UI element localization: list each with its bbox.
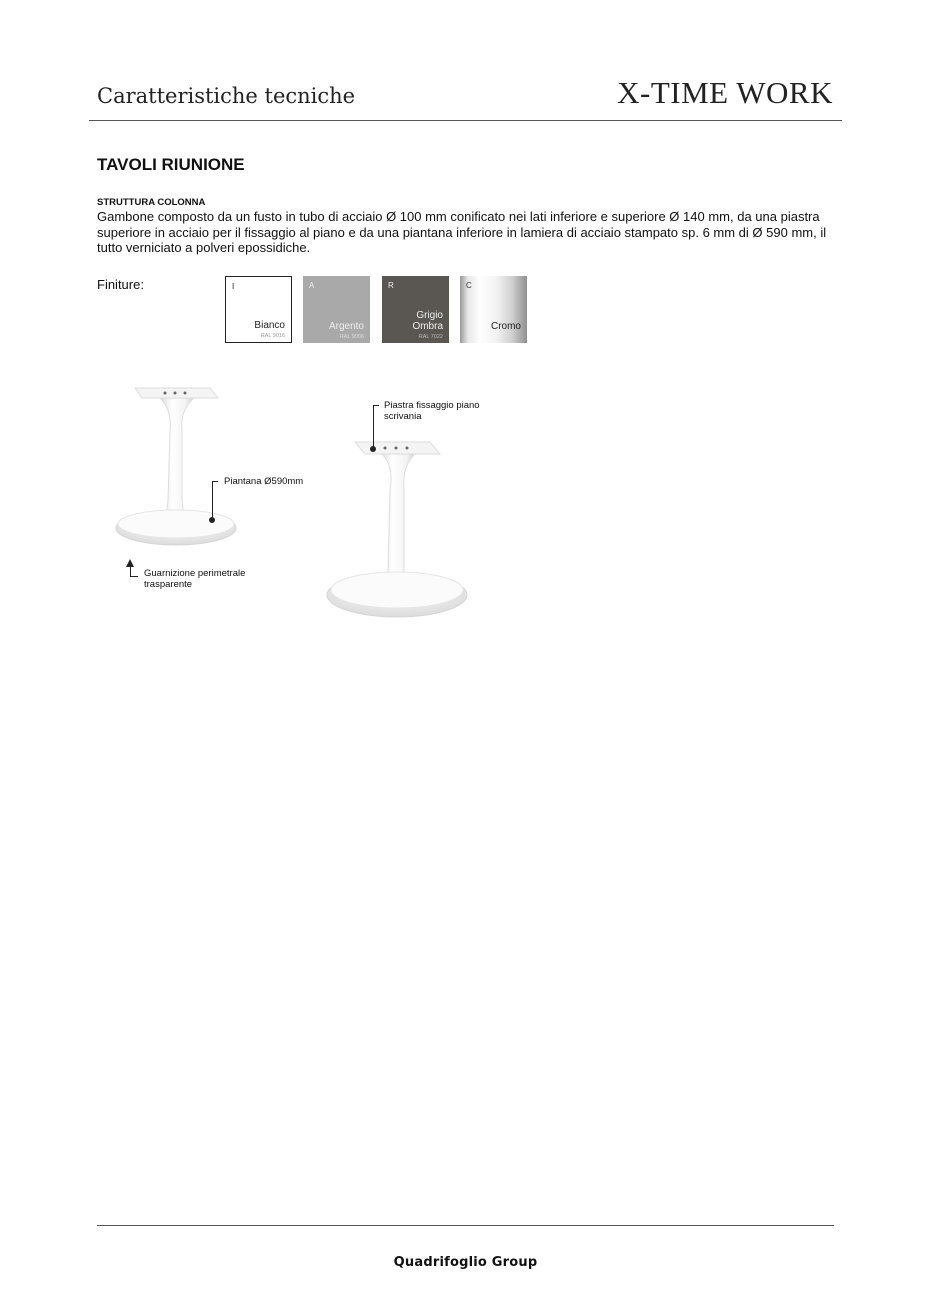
footer-brand: Quadrifoglio Group (393, 1255, 538, 1270)
swatch-argento (303, 276, 370, 343)
column-base-illustration-right (320, 440, 480, 630)
swatch-ral: RAL 9006 (339, 334, 364, 340)
section-subtitle: STRUTTURA COLONNA (97, 197, 206, 208)
section-title: TAVOLI RIUNIONE (97, 155, 245, 174)
callout-guarnizione: Guarnizione perimetrale trasparente (144, 568, 246, 590)
swatch-grigio-ombra (382, 276, 449, 343)
swatch-code: I (232, 282, 235, 291)
swatch-cromo (460, 276, 527, 343)
page-title: Caratteristiche tecniche (97, 84, 356, 108)
callout-line-piastra (373, 405, 374, 448)
callout-dot-piantana (209, 517, 215, 523)
swatch-code: R (388, 281, 394, 290)
section-description: Gambone composto da un fusto in tubo di acciaio Ø 100 mm conificato nei lati inferiore e superiore Ø 140 mm, da una piastra superiore in acciaio per il fissaggio al piano e da una piantana inferiore in lamiera di acciaio stampato sp. 6 mm di Ø 590 mm, il tutto verniciato a polveri epossidiche. (97, 209, 827, 255)
swatch-name: Bianco (254, 320, 285, 331)
footer-divider (97, 1225, 834, 1226)
swatch-name: Argento (328, 321, 364, 332)
callout-line-piastra-h (373, 405, 379, 406)
swatch-name: Cromo (490, 321, 521, 332)
finishes-label: Finiture: (97, 277, 144, 292)
swatch-name: Grigio Ombra (412, 310, 443, 332)
callout-piantana: Piantana Ø590mm (224, 476, 304, 487)
swatch-ral: RAL 9016 (260, 333, 285, 339)
callout-piastra: Piastra fissaggio piano scrivania (384, 400, 480, 422)
swatch-code: C (466, 281, 472, 290)
callout-dot-piastra (370, 446, 376, 452)
callout-line-piantana-h (212, 481, 218, 482)
column-base-illustration-left (110, 370, 250, 570)
swatch-bianco (225, 276, 292, 343)
swatch-ral: RAL 7022 (418, 334, 443, 340)
header-divider (89, 120, 842, 121)
swatch-code: A (309, 281, 315, 290)
callout-line-piantana (212, 481, 213, 519)
callout-line-guarnizione-h (130, 576, 138, 577)
callout-line-guarnizione (130, 565, 131, 576)
brand-logo: X-TIME WORK (617, 75, 833, 110)
